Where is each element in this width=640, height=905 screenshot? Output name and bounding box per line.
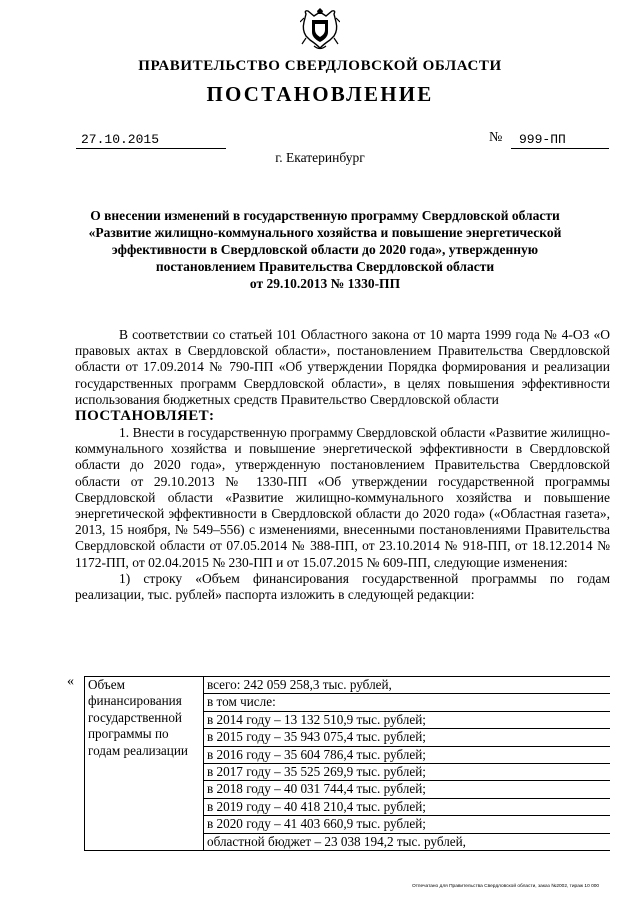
financing-table	[84, 676, 610, 851]
opening-quote: «	[67, 674, 74, 689]
table-cell: всего: 242 059 258,3 тыс. рублей,	[204, 677, 611, 694]
subject-line: эффективности в Свердловской области до 2020 года», утвержденную	[111, 242, 539, 257]
document-type-title: ПОСТАНОВЛЕНИЕ	[206, 82, 434, 106]
document-number: 999-ПП	[511, 132, 609, 149]
subject-line: постановлением Правительства Свердловской области	[155, 259, 495, 274]
document-body	[75, 327, 610, 603]
print-footer-note: Отпечатано для Правительства Свердловской области, заказ №2002, тираж 10 000	[412, 884, 600, 889]
city-name: г. Екатеринбург	[275, 150, 365, 165]
table-cell: в 2018 году – 40 031 744,4 тыс. рублей;	[204, 781, 611, 798]
table-cell: в 2015 году – 35 943 075,4 тыс. рублей;	[204, 729, 611, 746]
table-cell: в 2014 году – 13 132 510,9 тыс. рублей;	[204, 711, 611, 728]
subject-line: от 29.10.2013 № 1330-ПП	[249, 276, 401, 291]
table-cell: в 2020 году – 41 403 660,9 тыс. рублей;	[204, 816, 611, 833]
subject-line: «Развитие жилищно-коммунального хозяйства и повышение энергетической	[88, 225, 562, 240]
table-cell: в 2019 году – 40 418 210,4 тыс. рублей;	[204, 798, 611, 815]
decree-heading: ПОСТАНОВЛЯЕТ:	[75, 408, 215, 425]
number-label: №	[489, 130, 503, 145]
subject-line: О внесении изменений в государственную программу Свердловской области	[90, 208, 560, 223]
financing-label-cell: Объем финансирования государственной программы по годам реализации	[85, 677, 204, 851]
document-subject	[75, 207, 575, 292]
preamble-paragraph: В соответствии со статьей 101 Областного закона от 10 марта 1999 года № 4-ОЗ «О правовых актах в Свердловской области», постановлением Правительства Свердловской области от 17.09.2014 № 790-ПП «Об утверждении Порядка формирования и реализации государственных программ Свердловской области», в целях повышения эффективности использования бюджетных средств Правительство Свердловской области	[75, 327, 610, 407]
table-row	[85, 677, 611, 694]
table-cell: в 2016 году – 35 604 786,4 тыс. рублей;	[204, 746, 611, 763]
coat-of-arms-icon	[300, 8, 340, 52]
subitem-1-paragraph: 1) строку «Объем финансирования государственной программы по годам реализации, тыс. рублей» паспорта изложить в следующей редакции:	[75, 570, 610, 603]
table-cell: в 2017 году – 35 525 269,9 тыс. рублей;	[204, 764, 611, 781]
document-date: 27.10.2015	[76, 132, 226, 149]
table-cell: областной бюджет – 23 038 194,2 тыс. рублей,	[204, 833, 611, 850]
item-1-paragraph: 1. Внести в государственную программу Свердловской области «Развитие жилищно-коммунального хозяйства и повышение энергетической эффективности в Свердловской области до 2020 года», утвержденную постановлением Правительства Свердловской области от 29.10.2013 № 1330-ПП «Об утверждении государственной программы Свердловской области «Развитие жилищно-коммунального хозяйства и повышение энергетической эффективности в Свердловской области до 2020 года» («Областная газета», 2013, 15 ноября, № 549–556) с изменениями, внесенными постановлениями Правительства Свердловской области от 07.05.2014 № 388-ПП, от 23.10.2014 № 918-ПП, от 18.12.2014 № 1172-ПП, от 02.04.2015 № 230-ПП и от 15.07.2015 № 609-ПП, следующие изменения:	[75, 425, 610, 570]
government-title: ПРАВИТЕЛЬСТВО СВЕРДЛОВСКОЙ ОБЛАСТИ	[138, 58, 502, 74]
table-cell: в том числе:	[204, 694, 611, 711]
